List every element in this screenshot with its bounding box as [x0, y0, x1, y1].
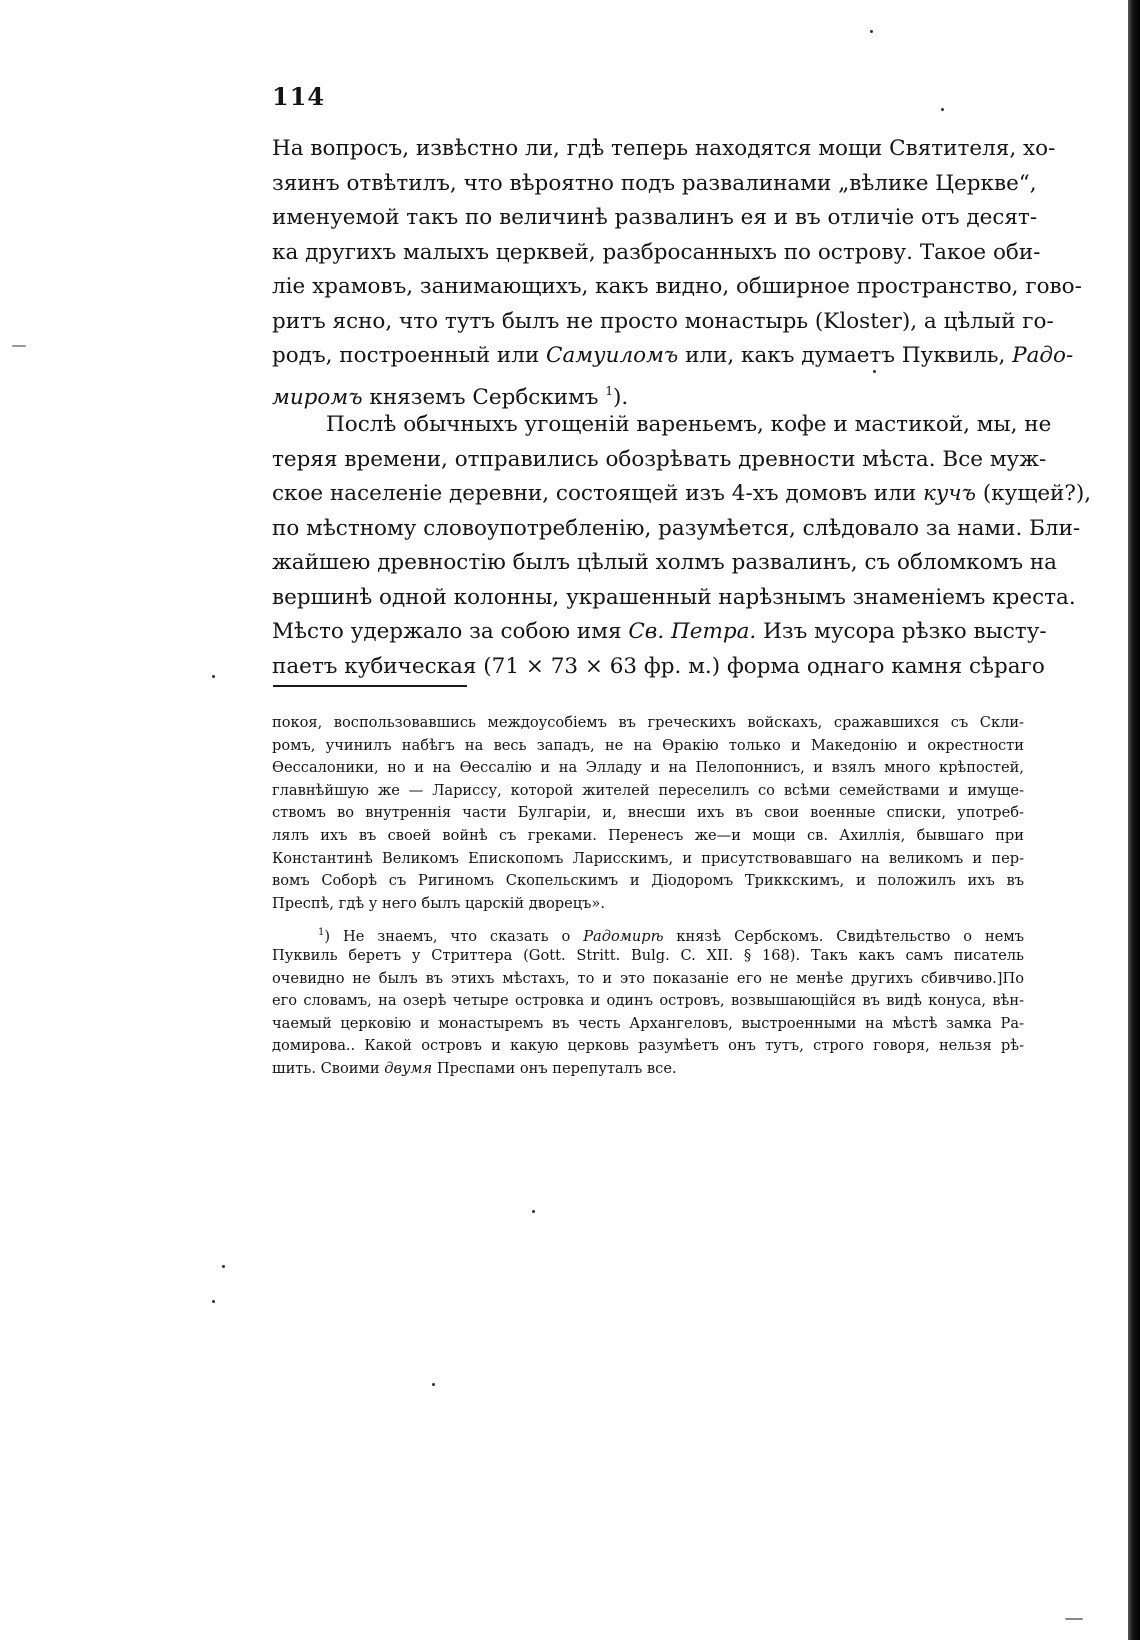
- body-text: [272, 132, 1092, 684]
- footnote-1: [272, 922, 1024, 1080]
- text-run: Преспами онъ перепуталъ все.: [432, 1059, 677, 1077]
- footnote-line: главнѣйшую же — Лариссу, которой жителей переселилъ со всѣми семействами и имуще-: [272, 781, 1024, 799]
- body-line: [272, 615, 1047, 650]
- binding-edge: [1128, 0, 1140, 1640]
- scan-speck: [873, 370, 876, 373]
- footnote-line: вомъ Соборѣ съ Ригиномъ Скопельскимъ и Діодоромъ Триккскимъ, и положилъ ихъ въ: [272, 872, 1024, 890]
- footnote-line: лялъ ихъ въ своей войнѣ съ греками. Перенесъ же—и мощи св. Ахиллія, бывшаго при: [272, 826, 1024, 844]
- scan-speck: [212, 675, 215, 678]
- italic-name: миромъ: [272, 384, 363, 410]
- text-run: ).: [612, 384, 629, 410]
- scan-speck: [222, 1265, 225, 1268]
- footnote-line: очевидно не былъ въ этихъ мѣстахъ, то и это показаніе его не менѣе другихъ сбивчиво.]По: [272, 969, 1024, 987]
- body-line: по мѣстному словоупотребленію, разумѣется, слѣдовало за нами. Бли-: [272, 515, 1081, 541]
- footnote-ref[interactable]: 1: [605, 383, 613, 398]
- body-line: Послѣ обычныхъ угощеній вареньемъ, кофе и мастикой, мы, не: [326, 412, 1052, 437]
- italic-name: Радомирѣ: [583, 928, 664, 946]
- body-line: [272, 374, 1024, 409]
- footnote-line: его словамъ, на озерѣ четыре островка и одинъ островъ, возвышающійся въ видѣ конуса, вѣн-: [272, 992, 1024, 1010]
- footnote-line: Константинѣ Великомъ Епископомъ Ларисскимъ, и присутствовавшаго на великомъ и пер-: [272, 849, 1024, 867]
- body-line: именуемой такъ по величинѣ развалинъ ея и въ отличіе отъ десят-: [272, 205, 1038, 230]
- text-run: (кущей?),: [976, 481, 1092, 506]
- body-line: [272, 477, 1092, 512]
- body-line: вершинѣ одной колонны, украшенный нарѣзнымъ знаменіемъ креста.: [272, 584, 1076, 610]
- italic-word: двумя: [384, 1059, 433, 1077]
- text-run: Мѣсто удержало за собою имя: [272, 619, 629, 644]
- text-run: ское населеніе деревни, состоящей изъ 4-хъ домовъ или: [272, 481, 923, 506]
- body-line: зяинъ отвѣтилъ, что вѣроятно подъ развалинами „вѣлике Церкве“,: [272, 170, 1037, 196]
- scan-speck: [870, 30, 873, 33]
- footnote-line: Преспѣ, гдѣ у него былъ царскій дворецъ».: [272, 894, 605, 912]
- footnote-line: ромъ, учинилъ набѣгъ на весь западъ, не на Ѳракію только и Македонію и окрестности: [272, 736, 1024, 754]
- footnote-line: [272, 1058, 1024, 1081]
- italic-word: кучъ: [923, 481, 977, 506]
- body-line: ритъ ясно, что тутъ былъ не просто монастырь (Kloster), а цѣлый го-: [272, 308, 1054, 334]
- body-line: жайшею древностію былъ цѣлый холмъ развалинъ, съ обломкомъ на: [272, 550, 1058, 575]
- scan-speck: [532, 1210, 535, 1213]
- scan-speck: [1065, 1618, 1083, 1620]
- text-run: Изъ мусора рѣзко высту-: [756, 619, 1047, 644]
- text-run: ) Не знаемъ, что сказать о: [324, 928, 584, 946]
- italic-name: Радо-: [1012, 343, 1074, 368]
- scan-speck: [212, 1300, 215, 1303]
- text-run: князѣ Сербскомъ. Свидѣтельство о немъ: [663, 928, 1024, 946]
- body-line: ліе храмовъ, занимающихъ, какъ видно, обширное пространство, гово-: [272, 274, 1082, 299]
- italic-name: Самуиломъ: [546, 343, 679, 368]
- body-line: На вопросъ, извѣстно ли, гдѣ теперь находятся мощи Святителя, хо-: [272, 136, 1056, 161]
- body-line: [272, 339, 1074, 374]
- italic-name: Св. Петра.: [628, 619, 757, 644]
- footnote-rule: [273, 685, 467, 687]
- footnote-line: [272, 922, 1024, 945]
- footnote-marker: 1: [318, 927, 325, 939]
- footnote-line: Ѳессалоники, но и на Ѳессалію и на Элладу и на Пелопоннисъ, и взялъ много крѣпостей,: [272, 759, 1024, 777]
- text-run: или, какъ думаетъ Пуквиль,: [678, 343, 1013, 368]
- page-number: 114: [272, 82, 326, 111]
- footnote-line: чаемый церковію и монастыремъ въ честь Архангеловъ, выстроенными на мѣстѣ замка Ра-: [272, 1014, 1024, 1032]
- scan-speck: [12, 345, 26, 347]
- scan-speck: [432, 1383, 435, 1386]
- footnote-line: домирова.. Какой островъ и какую церковь разумѣетъ онъ тутъ, строго говоря, нельзя рѣ-: [272, 1037, 1024, 1055]
- text-run: княземъ Сербскимъ: [362, 384, 606, 410]
- text-run: шить. Своими: [272, 1059, 385, 1077]
- footnote-line: Пуквиль беретъ у Стриттера (Gott. Stritt. Bulg. C. XII. § 168). Такъ какъ самъ писатель: [272, 946, 1024, 964]
- body-line: теряя времени, отправились обозрѣвать древности мѣста. Все муж-: [272, 446, 1047, 472]
- body-line: паетъ кубическая (71 × 73 × 63 фр. м.) форма однаго камня сѣраго: [272, 653, 1045, 679]
- body-line: ка другихъ малыхъ церквей, разбросанныхъ по острову. Такое оби-: [272, 239, 1041, 265]
- footnote-line: ствомъ во внутреннія части Булгаріи, и, внесши ихъ въ свои военные списки, употреб-: [272, 804, 1024, 822]
- footnotes: [272, 712, 1024, 1081]
- text-run: родъ, построенный или: [272, 343, 547, 368]
- scan-speck: [941, 108, 944, 111]
- footnote-line: покоя, воспользовавшись междоусобіемъ въ греческихъ войскахъ, сражавшихся съ Скли-: [272, 714, 1024, 731]
- footnote-continued: [272, 712, 1024, 915]
